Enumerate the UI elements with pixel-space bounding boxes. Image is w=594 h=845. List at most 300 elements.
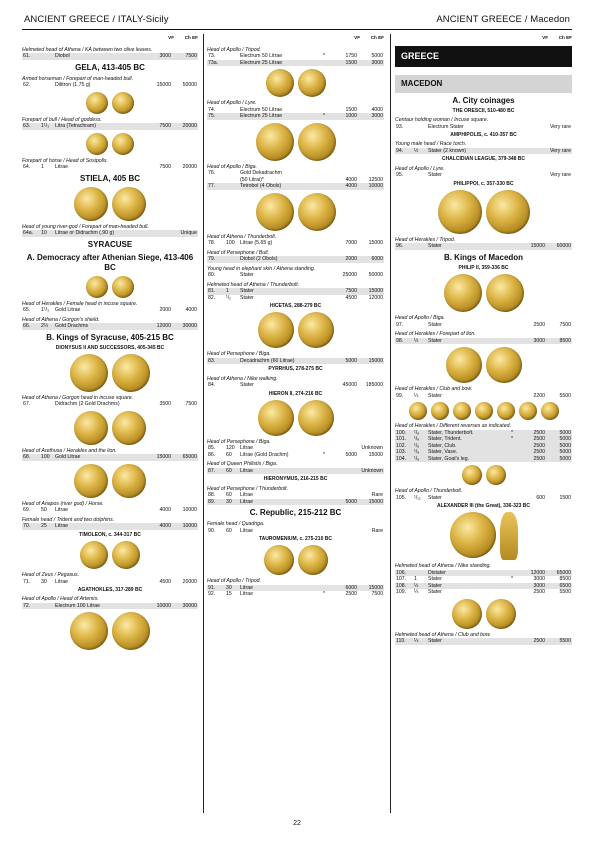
rarity-note: Rare: [371, 527, 383, 534]
denomination: Decadrachm (60 Litrae): [240, 357, 295, 364]
coin-image: [74, 464, 108, 498]
catalog-row: [207, 240, 384, 247]
coin-images: [395, 347, 572, 383]
denomination: Stater: [240, 288, 254, 295]
lot-number: 84.: [208, 382, 216, 389]
price-vf: 25000: [342, 272, 357, 279]
denomination: Litrae: [240, 467, 253, 474]
price-vf: 2500: [533, 638, 545, 645]
lot-number: 94.: [396, 147, 404, 154]
price-vf: 7500: [159, 164, 171, 171]
coin-image: [462, 465, 482, 485]
price-chef: 30000: [182, 602, 197, 609]
denomination-fraction: 1¹/₃: [41, 123, 50, 130]
catalog-row: [395, 243, 572, 250]
denomination: Litrae or Didrachm (.90 g): [55, 230, 115, 237]
ruler-heading: PHILIP II, 359-336 BC: [458, 264, 509, 271]
lot-number: 88.: [208, 492, 216, 499]
price-vf: 2500: [533, 589, 545, 596]
coin-description: Head of Athena / Gorgon's shield.: [22, 316, 100, 323]
coin-images: [395, 190, 572, 234]
denomination: Electrum 50 Litrae: [240, 53, 283, 60]
catalog-column-2: [207, 34, 384, 598]
price-vf: 7000: [345, 240, 357, 247]
lot-number: 63.: [23, 123, 31, 130]
coin-image: [70, 354, 108, 392]
denomination-fraction: 1: [226, 288, 229, 295]
coin-description: Head of Herakles / Club and bow.: [395, 386, 473, 393]
denomination-fraction: 60: [226, 451, 232, 458]
coin-images: [395, 402, 572, 420]
catalog-row: [207, 272, 384, 279]
price-vf: 2000: [345, 256, 357, 263]
lot-number: 98.: [396, 337, 404, 344]
lot-number: 72.: [23, 602, 31, 609]
lot-number: 67.: [23, 401, 31, 408]
catalog-row: [395, 172, 572, 179]
catalog-row: [395, 124, 572, 131]
denomination: Stater, Club.: [428, 442, 457, 449]
price-chef: 15000: [368, 451, 383, 458]
catalog-row: [22, 307, 198, 314]
ruler-heading: PHILIPPOI, c. 357-330 BC: [453, 180, 514, 187]
denomination-fraction: ½: [414, 582, 419, 589]
denomination-fraction: 60: [226, 492, 232, 499]
denomination: Stater: [428, 392, 442, 399]
coin-image: [86, 133, 108, 155]
denomination: Stater: [428, 576, 442, 583]
statue-image: [500, 512, 518, 560]
coin-image: [446, 347, 482, 383]
lot-number: 78.: [208, 240, 216, 247]
coin-image: [112, 612, 150, 650]
catalog-row: [22, 53, 198, 60]
coin-description: Young male head / Race torch.: [395, 141, 467, 148]
ruler-heading: PYRRHUS, 278-275 BC: [268, 366, 323, 373]
coin-description: Helmeted head of Athena / Club and bow.: [395, 631, 491, 638]
coin-image: [70, 612, 108, 650]
coin-image: [112, 276, 134, 298]
price-vf: 2500: [533, 449, 545, 456]
denomination: Litrae: [55, 523, 68, 530]
denomination: Stater, Goat's leg.: [428, 455, 470, 462]
ruler-heading: ALEXANDER III (the Great), 336-323 BC: [436, 503, 531, 510]
denomination: Distater: [428, 569, 446, 576]
coin-image: [431, 402, 449, 420]
coin-images: [395, 599, 572, 629]
price-chef: 5500: [559, 589, 571, 596]
ruler-heading: AMPHIPOLIS, c. 410-357 BC: [450, 132, 517, 139]
lot-number: 64.: [23, 164, 31, 171]
coin-image: [298, 400, 334, 436]
catalog-row: [207, 60, 384, 67]
coin-description: Head of Athena / Gorgon head in incuse square.: [22, 394, 134, 401]
lot-number: 101.: [396, 436, 407, 443]
denomination: Diobol: [55, 53, 70, 60]
price-vf: 1500: [345, 59, 357, 66]
denomination-fraction: ¹/₈: [414, 449, 420, 456]
price-vf: 2500: [533, 442, 545, 449]
price-vf: 2000: [159, 307, 171, 314]
price-vf: 3500: [159, 401, 171, 408]
price-vf: 4000: [159, 507, 171, 514]
catalog-row: [207, 499, 384, 506]
page-number: 22: [293, 820, 301, 827]
price-vf: 600: [536, 494, 545, 501]
catalog-row: [395, 638, 572, 645]
coin-image: [298, 545, 328, 575]
denomination: Gold Litrae: [55, 454, 81, 461]
denomination: Litrae: [55, 578, 68, 585]
coin-images: [22, 612, 198, 650]
coin-images: [22, 187, 198, 221]
denomination: Stater, Trident.: [428, 436, 462, 443]
section-title: SYRACUSE: [87, 239, 133, 249]
denomination: Stater, Thunderbolt.: [428, 429, 474, 436]
coin-image: [298, 123, 336, 161]
lot-number: 90.: [208, 527, 216, 534]
ruler-heading: TAUROMENIUM, c. 275-210 BC: [259, 536, 332, 543]
coin-image: [298, 193, 336, 231]
denomination: Stater: [428, 337, 442, 344]
grade-vf: VF: [354, 35, 360, 40]
coin-description: Head of Apollo / Tripod.: [207, 46, 261, 53]
catalog-row: [395, 338, 572, 345]
coin-description: Head of Queen Philistis / Biga.: [207, 461, 278, 468]
coin-image: [475, 402, 493, 420]
coin-images: [207, 193, 384, 231]
denomination-fraction: 50: [41, 507, 47, 514]
coin-image: [112, 411, 146, 445]
denomination-fraction: 120: [226, 445, 235, 452]
price-chef: 7500: [559, 321, 571, 328]
coin-description: Head of Persephone / Bull.: [207, 249, 270, 256]
price-vf: 2500: [533, 321, 545, 328]
denomination: Dilitron (1.75 g): [55, 82, 91, 89]
denomination: Gold Litrae: [55, 307, 81, 314]
price-chef: 50000: [182, 82, 197, 89]
denomination: Stater: [428, 321, 442, 328]
header-right: ANCIENT GREECE / Macedon: [436, 14, 570, 25]
price-chef: 4000: [371, 106, 383, 113]
lot-number: 79.: [208, 256, 216, 263]
denomination-fraction: 2½: [41, 323, 49, 330]
section-title: A. City coinages: [452, 95, 515, 105]
price-vf: 2500: [533, 455, 545, 462]
coin-images: [395, 274, 572, 312]
denomination: Stater (2 known): [428, 147, 467, 154]
lot-number: 89.: [208, 498, 216, 505]
price-vf: 15000: [530, 243, 545, 250]
price-vf: 2500: [345, 591, 357, 598]
denomination-fraction: 25: [41, 523, 47, 530]
lot-number: 106.: [396, 569, 407, 576]
coin-images: [207, 545, 384, 575]
catalog-row: [207, 591, 384, 598]
price-chef: 4000: [185, 307, 197, 314]
price-chef: 3000: [371, 113, 383, 120]
rarity-note: Very rare: [549, 123, 571, 130]
price-vf: 12000: [530, 569, 545, 576]
coin-image: [112, 464, 146, 498]
price-vf: 3000: [159, 53, 171, 60]
price-chef: 60000: [556, 243, 571, 250]
denomination: Electrum 50 Litrae: [240, 106, 283, 113]
price-vf: 1750: [345, 53, 357, 60]
denomination: Litrae (Gold Drachm): [240, 451, 289, 458]
coin-image: [112, 187, 146, 221]
price-chef: 12000: [368, 294, 383, 301]
coin-images: [207, 123, 384, 161]
lot-number: 81.: [208, 288, 216, 295]
price-chef: 185000: [365, 382, 383, 389]
coin-images: [22, 354, 198, 392]
price-chef: 8500: [559, 576, 571, 583]
coin-image: [112, 541, 140, 569]
coin-description: Head of Anapos (river god) / Horse.: [22, 500, 104, 507]
coin-image: [86, 276, 108, 298]
coin-image: [486, 190, 530, 234]
grade-header: [207, 34, 384, 44]
lot-number: 108.: [396, 582, 407, 589]
denomination: Electrum Stater: [428, 123, 464, 130]
lot-number: 103.: [396, 449, 407, 456]
catalog-row: [22, 523, 198, 530]
catalog-row: [395, 393, 572, 400]
lot-number: 77.: [208, 183, 216, 190]
catalog-row: [207, 358, 384, 365]
catalog-row: [207, 528, 384, 535]
lot-number: 71.: [23, 578, 31, 585]
price-chef: 7500: [371, 591, 383, 598]
price-chef: 7500: [185, 401, 197, 408]
lot-number: 82.: [208, 294, 216, 301]
coin-image: [453, 402, 471, 420]
price-chef: 5000: [559, 449, 571, 456]
denomination-fraction: ½: [414, 147, 419, 154]
price-chef: 15000: [368, 498, 383, 505]
catalog-row: [22, 164, 198, 171]
lot-number: 64a.: [23, 230, 34, 237]
denomination: Stater, Vase.: [428, 449, 458, 456]
ruler-heading: HIERONYMUS, 216-215 BC: [263, 476, 328, 483]
coin-image: [258, 312, 294, 348]
header-left: ANCIENT GREECE / ITALY-Sicily: [24, 14, 169, 25]
coin-description: Head of Athena / Nike walking.: [207, 375, 278, 382]
denomination-fraction: 10: [41, 230, 47, 237]
coin-description: Forepart of bull / Head of goddess.: [22, 116, 102, 123]
grade-vf: VF: [542, 35, 548, 40]
lot-number: 76.: [208, 170, 216, 177]
price-chef: 65000: [556, 569, 571, 576]
price-vf: 1500: [345, 106, 357, 113]
coin-description: Head of Herakles / Tripod.: [395, 236, 456, 243]
coin-image: [486, 347, 522, 383]
price-vf: 6000: [345, 584, 357, 591]
catalog-row: [395, 589, 572, 596]
rarity-note: Rare: [371, 492, 383, 499]
section-title: B. Kings of Syracuse, 405-215 BC: [46, 332, 174, 342]
price-vf: 4500: [159, 578, 171, 585]
coin-image: [452, 599, 482, 629]
denomination-fraction: 100: [41, 454, 50, 461]
grade-header: [22, 34, 198, 44]
coin-image: [486, 274, 524, 312]
ruler-heading: HIERON II, 274-216 BC: [268, 390, 323, 397]
denomination: Electrum 25 Litrae: [240, 59, 283, 66]
section-title: A. Democracy after Athenian Siege, 413-406 BC: [26, 252, 194, 272]
price-vf: 12000: [156, 323, 171, 330]
price-vf: 15000: [156, 82, 171, 89]
coin-image: [86, 92, 108, 114]
price-vf: 2200: [533, 392, 545, 399]
denomination: Stater: [240, 272, 254, 279]
coin-image: [444, 274, 482, 312]
price-vf: 10000: [156, 602, 171, 609]
price-chef: 5500: [559, 392, 571, 399]
price-vf: 45000: [342, 382, 357, 389]
lot-number: 62.: [23, 82, 31, 89]
catalog-row: [207, 382, 384, 389]
price-vf: 2500: [533, 429, 545, 436]
denomination: Didrachm (2 Gold Drachms): [55, 401, 120, 408]
price-vf: 5000: [345, 357, 357, 364]
coin-description: Head of Apollo / Biga.: [395, 315, 445, 322]
coin-description: Head of Persephone / Thunderbolt.: [207, 485, 289, 492]
catalog-row: [22, 230, 198, 237]
coin-images: [395, 512, 572, 560]
coin-description: Head of Persephone / Biga.: [207, 351, 271, 358]
price-vf: 1000: [345, 113, 357, 120]
coin-image: [264, 545, 294, 575]
coin-image: [74, 187, 108, 221]
lot-number: 87.: [208, 467, 216, 474]
price-chef: 65000: [182, 454, 197, 461]
subregion-band: MACEDON: [395, 75, 572, 93]
catalog-row: [207, 183, 384, 190]
price-chef: 20000: [182, 123, 197, 130]
denomination: Stater: [428, 243, 442, 250]
star-marker: *: [323, 53, 326, 60]
price-vf: 3000: [533, 582, 545, 589]
star-marker: *: [323, 591, 326, 598]
denomination-fraction: ¹/₂: [226, 294, 232, 301]
denomination-fraction: ¹/₈: [414, 429, 420, 436]
denomination-fraction: 1: [41, 164, 44, 171]
price-vf: 7500: [345, 288, 357, 295]
price-chef: 50000: [368, 272, 383, 279]
lot-number: 95.: [396, 172, 404, 179]
lot-number: 73a.: [208, 59, 219, 66]
catalog-column-1: [22, 34, 198, 652]
catalog-row: [22, 82, 198, 89]
coin-images: [207, 400, 384, 436]
coin-description: Head of Herakles / Female head in incuse square.: [22, 300, 138, 307]
coin-image: [298, 312, 334, 348]
coin-images: [22, 276, 198, 298]
lot-number: 102.: [396, 442, 407, 449]
catalog-row: [207, 452, 384, 459]
catalog-row: [22, 579, 198, 586]
grade-vf: VF: [168, 35, 174, 40]
section-title: GELA, 413-405 BC: [75, 62, 145, 72]
denomination: Stater: [428, 589, 442, 596]
price-chef: 12500: [368, 176, 383, 183]
coin-image: [266, 69, 294, 97]
price-vf: 2500: [533, 436, 545, 443]
coin-image: [80, 541, 108, 569]
lot-number: 104.: [396, 455, 407, 462]
lot-number: 68.: [23, 454, 31, 461]
denomination-fraction: ¹/₈: [414, 455, 420, 462]
coin-image: [409, 402, 427, 420]
catalog-row: [22, 454, 198, 461]
denomination-fraction: 30: [41, 578, 47, 585]
denomination: Litrae: [240, 498, 253, 505]
price-vf: 4500: [345, 294, 357, 301]
coin-image: [486, 599, 516, 629]
denomination: Litrae: [240, 584, 253, 591]
coin-images: [22, 92, 198, 114]
lot-number: 97.: [396, 321, 404, 328]
region-band: GREECE: [395, 46, 572, 67]
lot-number: 86.: [208, 451, 216, 458]
star-marker: *: [511, 429, 514, 436]
denomination-fraction: 15: [226, 591, 232, 598]
coin-image: [256, 123, 294, 161]
coin-image: [112, 92, 134, 114]
denomination-fraction: 30: [226, 584, 232, 591]
price-chef: 20000: [182, 578, 197, 585]
price-vf: 3000: [533, 576, 545, 583]
coin-image: [541, 402, 559, 420]
lot-number: 65.: [23, 307, 31, 314]
lot-number: 66.: [23, 323, 31, 330]
lot-number: 107.: [396, 576, 407, 583]
price-chef: 5500: [559, 638, 571, 645]
price-vf: 7500: [159, 123, 171, 130]
price-chef: 8500: [559, 337, 571, 344]
coin-description: Helmeted head of Athena / Nike standing.: [395, 563, 491, 570]
price-chef: 15000: [368, 357, 383, 364]
ruler-heading: HICETAS, 288-279 BC: [269, 303, 322, 310]
denomination: (50 Litrai)*: [240, 176, 264, 183]
coin-description: Head of Apollo / Lyre.: [395, 165, 445, 172]
coin-description: Head of Zeus / Pegasus.: [22, 572, 80, 579]
ruler-heading: CHALCIDIAN LEAGUE, 379-348 BC: [441, 156, 526, 163]
coin-description: Head of Athena / Thunderbolt.: [207, 233, 277, 240]
star-marker: *: [323, 113, 326, 120]
coin-description: Head of young river-god / Forepart of man-headed bull.: [22, 223, 149, 230]
denomination: Stater: [428, 494, 442, 501]
rarity-note: Very rare: [549, 147, 571, 154]
coin-description: Head of Apollo / Head of Artemis.: [22, 596, 99, 603]
catalog-row: [395, 495, 572, 502]
denomination-fraction: 1: [414, 576, 417, 583]
denomination-fraction: 1¹/₃: [41, 307, 50, 314]
column-divider: [203, 34, 204, 813]
catalog-row: [395, 322, 572, 329]
coin-description: Armed horseman / Forepart of man-headed bull.: [22, 75, 134, 82]
price-chef: 6500: [559, 582, 571, 589]
coin-description: Head of Apollo / Thunderbolt.: [395, 488, 463, 495]
catalog-row: [22, 603, 198, 610]
lot-number: 109.: [396, 589, 407, 596]
catalog-row: [22, 123, 198, 130]
denomination: Gold Drachms: [55, 323, 89, 330]
price-vf: 4000: [345, 176, 357, 183]
ruler-heading: THE ORESCII, 510-480 BC: [452, 107, 515, 114]
